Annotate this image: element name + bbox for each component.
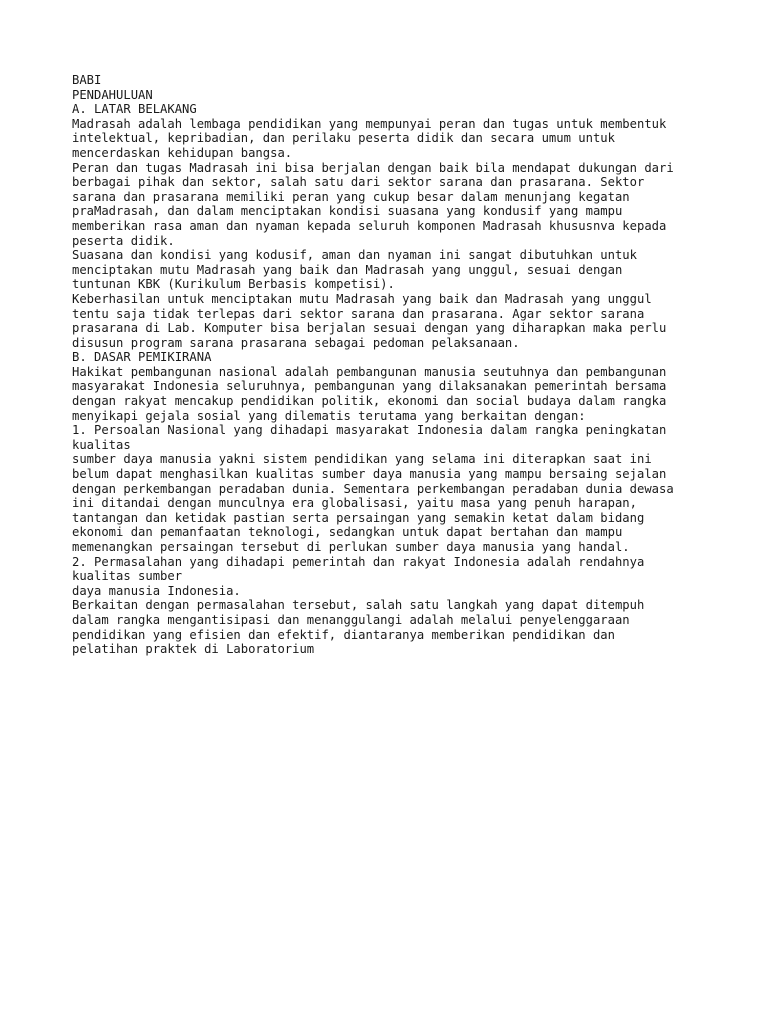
text-line: menyikapi gejala sosial yang dilematis terutama yang berkaitan dengan: bbox=[72, 408, 586, 423]
text-line: pelatihan praktek di Laboratorium bbox=[72, 642, 315, 657]
text-line: kualitas sumber bbox=[72, 569, 183, 584]
text-line: Peran dan tugas Madrasah ini bisa berjalan dengan baik bila mendapat dukungan dari bbox=[72, 160, 674, 175]
text-line: kualitas bbox=[72, 437, 131, 452]
text-line: memenangkan persaingan tersebut di perlukan sumber daya manusia yang handal. bbox=[72, 540, 630, 554]
text-line: pendidikan yang efisien dan efektif, diantaranya memberikan pendidikan dan bbox=[72, 627, 615, 642]
text-line: tantangan dan ketidak pastian serta persaingan yang semakin ketat dalam bidang bbox=[72, 510, 645, 525]
text-line: tentu saja tidak terlepas dari sektor sarana dan prasarana. Agar sektor sarana bbox=[72, 306, 645, 321]
text-line: dengan perkembangan peradaban dunia. Sementara perkembangan peradaban dunia dewasa bbox=[72, 481, 674, 496]
text-line: memberikan rasa aman dan nyaman kepada seluruh komponen Madrasah khususnva kepada bbox=[72, 218, 667, 233]
text-line: mencerdaskan kehidupan bangsa. bbox=[72, 145, 293, 160]
text-line: disusun program sarana prasarana sebagai pedoman pelaksanaan. bbox=[72, 335, 520, 350]
document-body bbox=[72, 73, 732, 657]
text-line: PENDAHULUAN bbox=[72, 87, 153, 102]
text-line: menciptakan mutu Madrasah yang baik dan Madrasah yang unggul, sesuai dengan bbox=[72, 262, 623, 277]
text-line: tuntunan KBK (Kurikulum Berbasis kompetisi). bbox=[72, 277, 395, 292]
text-line: 2. Permasalahan yang dihadapi pemerintah dan rakyat Indonesia adalah rendahnya bbox=[72, 554, 645, 569]
text-line: masyarakat Indonesia seluruhnya, pembangunan yang dilaksanakan pemerintah bersama bbox=[72, 379, 667, 394]
text-line: belum dapat menghasilkan kualitas sumber daya manusia yang mampu bersaing sejalan bbox=[72, 467, 667, 482]
text-line: B. DASAR PEMIKIRANA bbox=[72, 350, 212, 365]
text-line: praMadrasah, dan dalam menciptakan kondisi suasana yang kondusif yang mampu bbox=[72, 204, 623, 219]
text-line: Suasana dan kondisi yang kodusif, aman dan nyaman ini sangat dibutuhkan untuk bbox=[72, 248, 637, 263]
text-line: sumber daya manusia yakni sistem pendidikan yang selama ini diterapkan saat ini bbox=[72, 452, 652, 467]
text-line: daya manusia Indonesia. bbox=[72, 583, 241, 598]
text-line: dengan rakyat mencakup pendidikan politik, ekonomi dan social budaya dalam rangka bbox=[72, 394, 667, 409]
text-line: intelektual, kepribadian, dan perilaku peserta didik dan secara umum untuk bbox=[72, 131, 615, 146]
text-line: ekonomi dan pemanfaatan teknologi, sedangkan untuk dapat bertahan dan mampu bbox=[72, 525, 623, 540]
text-line: Hakikat pembangunan nasional adalah pembangunan manusia seutuhnya dan pembangunan bbox=[72, 364, 667, 379]
text-line: sarana dan prasarana memiliki peran yang cukup besar dalam menunjang kegatan bbox=[72, 189, 630, 204]
text-line: Berkaitan dengan permasalahan tersebut, salah satu langkah yang dapat ditempuh bbox=[72, 598, 645, 613]
text-line: dalam rangka mengantisipasi dan menanggulangi adalah melalui penyelenggaraan bbox=[72, 612, 630, 627]
text-line: ini ditandai dengan munculnya era globalisasi, yaitu masa yang penuh harapan, bbox=[72, 496, 637, 511]
text-line: prasarana di Lab. Komputer bisa berjalan sesuai dengan yang diharapkan maka perlu bbox=[72, 321, 667, 336]
text-line: A. LATAR BELAKANG bbox=[72, 102, 197, 117]
text-line: BABI bbox=[72, 73, 102, 87]
text-line: Madrasah adalah lembaga pendidikan yang mempunyai peran dan tugas untuk membentuk bbox=[72, 116, 667, 131]
text-line: Keberhasilan untuk menciptakan mutu Madrasah yang baik dan Madrasah yang unggul bbox=[72, 291, 652, 306]
text-line: berbagai pihak dan sektor, salah satu dari sektor sarana dan prasarana. Sektor bbox=[72, 175, 645, 190]
text-line: 1. Persoalan Nasional yang dihadapi masyarakat Indonesia dalam rangka peningkatan bbox=[72, 423, 667, 438]
text-line: peserta didik. bbox=[72, 233, 175, 248]
